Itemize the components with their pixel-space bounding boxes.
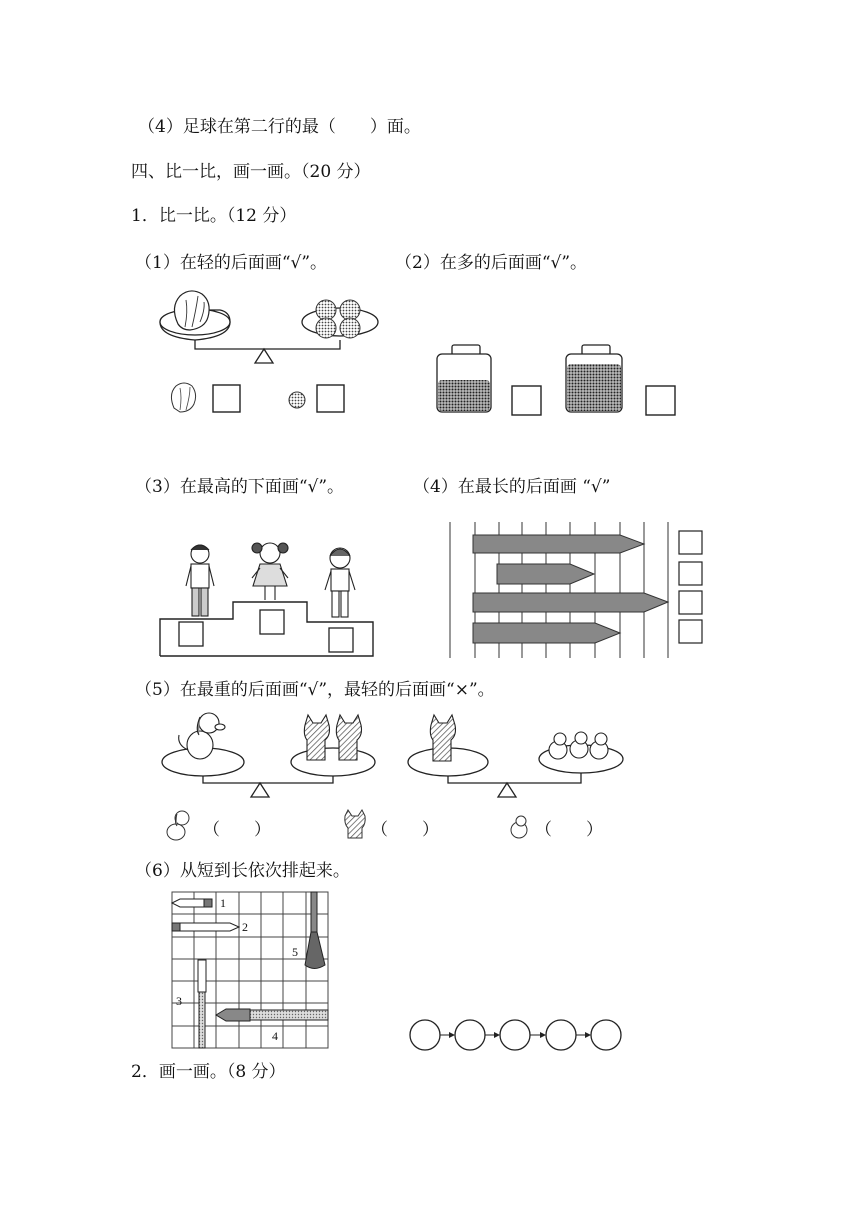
- cabbage-icon: [171, 383, 195, 412]
- answer-paren[interactable]: （ ）: [371, 820, 439, 840]
- chick-icon: [549, 732, 608, 759]
- prompt-6: （6）从短到长依次排起来。: [135, 861, 350, 881]
- prompt-4: （4）在最长的后面画 “√”: [413, 477, 611, 497]
- answer-box[interactable]: [317, 385, 344, 412]
- cat-icon: [340, 808, 370, 840]
- grid-label-1: 1: [220, 896, 226, 910]
- order-slot[interactable]: [591, 1020, 621, 1050]
- heights-figure: [155, 536, 380, 660]
- order-slot[interactable]: [546, 1020, 576, 1050]
- answer-box[interactable]: [679, 620, 702, 643]
- balance-figure-1: [150, 282, 390, 422]
- ball-icon: [289, 392, 305, 408]
- prompt-2: （2）在多的后面画“√”。: [395, 253, 588, 273]
- answer-box[interactable]: [213, 385, 240, 412]
- order-slot[interactable]: [500, 1020, 530, 1050]
- order-chain: [405, 1018, 627, 1052]
- prompt-5: （5）在最重的后面画“√”，最轻的后面画“×”。: [135, 680, 495, 700]
- answer-box[interactable]: [646, 386, 675, 415]
- answer-box[interactable]: [512, 386, 541, 415]
- prompt-3: （3）在最高的下面画“√”。: [135, 477, 345, 497]
- jar-icon: [437, 345, 491, 412]
- section-4-title: 四、比一比，画一画。（20 分）: [131, 162, 371, 182]
- grid-label-3: 3: [176, 994, 182, 1008]
- answer-box[interactable]: [679, 562, 702, 585]
- grid-figure: [168, 890, 333, 1052]
- answer-paren[interactable]: （ ）: [535, 820, 603, 840]
- boy-icon: [325, 548, 355, 617]
- dog-icon: [160, 808, 200, 844]
- brush-icon: [198, 960, 206, 1048]
- grid-label-2: 2: [242, 920, 248, 934]
- question-4-line: （4）足球在第二行的最（ ）面。: [138, 117, 421, 137]
- chick-icon: [506, 814, 532, 840]
- pencil-icon: [172, 923, 239, 931]
- boy-icon: [186, 545, 214, 616]
- answer-box[interactable]: [679, 531, 702, 554]
- grid-label-4: 4: [272, 1029, 278, 1043]
- prompt-1: （1）在轻的后面画“√”。: [135, 253, 328, 273]
- subsection-1-title: 1．比一比。（12 分）: [131, 206, 297, 226]
- answer-box[interactable]: [179, 622, 203, 646]
- subsection-2-title: 2．画一画。（8 分）: [131, 1062, 286, 1082]
- order-slot[interactable]: [410, 1020, 440, 1050]
- lengths-figure: [440, 520, 710, 660]
- jars-figure: [430, 340, 690, 420]
- answer-box[interactable]: [329, 628, 353, 652]
- brush-icon: [216, 1009, 328, 1021]
- jar-icon: [566, 345, 622, 412]
- answer-paren[interactable]: （ ）: [203, 820, 271, 840]
- cabbage-icon: [174, 291, 209, 330]
- answer-box[interactable]: [679, 591, 702, 614]
- order-slot[interactable]: [455, 1020, 485, 1050]
- girl-icon: [252, 543, 288, 600]
- balance-figure-5: [155, 705, 635, 805]
- grid-label-5: 5: [292, 945, 298, 959]
- pencil-icon: [172, 899, 212, 907]
- answer-box[interactable]: [260, 610, 284, 634]
